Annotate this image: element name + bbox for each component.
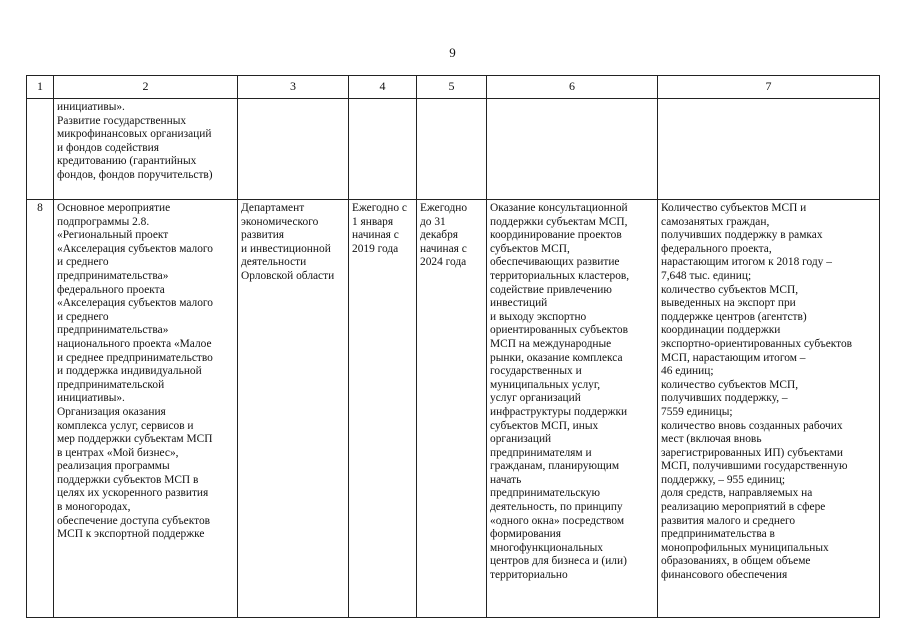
column-header: 4 — [349, 76, 417, 99]
table-row — [27, 200, 880, 618]
result-cell: Оказание консультационной поддержки субъектам МСП, координирование проектов субъектов МСП, обеспечивающих развитие территориальных кластеров, содействие привлечению инвестиций и выходу экспортно ориентированных субъектов МСП на международные рынки, оказание комплекса государственных и муниципальных услуг, услуг организаций инфраструктуры поддержки субъектов МСП, иных организаций предпринимателям и гражданам, планирующим начать предпринимательскую деятельность, по принципу «одного окна» посредством формирования многофункциональных центров для бизнеса и (или) территориально — [487, 200, 658, 618]
row-number: 8 — [27, 200, 54, 618]
table-header-row — [27, 76, 880, 99]
start-date-cell — [349, 99, 417, 200]
page-number: 9 — [449, 45, 456, 60]
responsible-cell — [238, 99, 349, 200]
column-header: 2 — [54, 76, 238, 99]
activity-cell: инициативы». Развитие государственных микрофинансовых организаций и фондов содействия кредитованию (гарантийных фондов, фондов поручительств) — [54, 99, 238, 200]
row-number — [27, 99, 54, 200]
column-header: 3 — [238, 76, 349, 99]
responsible-cell: Департамент экономического развития и инвестиционной деятельности Орловской области — [238, 200, 349, 618]
indicator-cell — [658, 99, 880, 200]
column-header: 1 — [27, 76, 54, 99]
activity-cell: Основное мероприятие подпрограммы 2.8. «Региональный проект «Акселерация субъектов малого и среднего предпринимательства» федерального проекта «Акселерация субъектов малого и среднего предпринимательства» национального проекта «Малое и среднее предпринимательство и поддержка индивидуальной предпринимательской инициативы». Организация оказания комплекса услуг, сервисов и мер поддержки субъектам МСП в центрах «Мой бизнес», реализация программы поддержки субъектов МСП в целях их ускоренного развития в моногородах, обеспечение доступа субъектов МСП к экспортной поддержке — [54, 200, 238, 618]
start-date-cell: Ежегодно с 1 января начиная с 2019 года — [349, 200, 417, 618]
indicator-cell: Количество субъектов МСП и самозанятых граждан, получивших поддержку в рамках федерального проекта, нарастающим итогом к 2018 году – 7,648 тыс. единиц; количество субъектов МСП, выведенных на экспорт при поддержке центров (агентств) координации поддержки экспортно-ориентированных субъектов МСП, нарастающим итогом – 46 единиц; количество субъектов МСП, получивших поддержку, – 7559 единицы; количество вновь созданных рабочих мест (включая вновь зарегистрированных ИП) субъектами МСП, получившими государственную поддержку, – 955 единиц; доля средств, направляемых на реализацию мероприятий в сфере развития малого и среднего предпринимательства в монопрофильных муниципальных образованиях, в общем объеме финансового обеспечения — [658, 200, 880, 618]
end-date-cell — [417, 99, 487, 200]
column-header: 6 — [487, 76, 658, 99]
program-table — [26, 75, 880, 618]
result-cell — [487, 99, 658, 200]
column-header: 7 — [658, 76, 880, 99]
table-row — [27, 99, 880, 200]
end-date-cell: Ежегодно до 31 декабря начиная с 2024 года — [417, 200, 487, 618]
column-header: 5 — [417, 76, 487, 99]
